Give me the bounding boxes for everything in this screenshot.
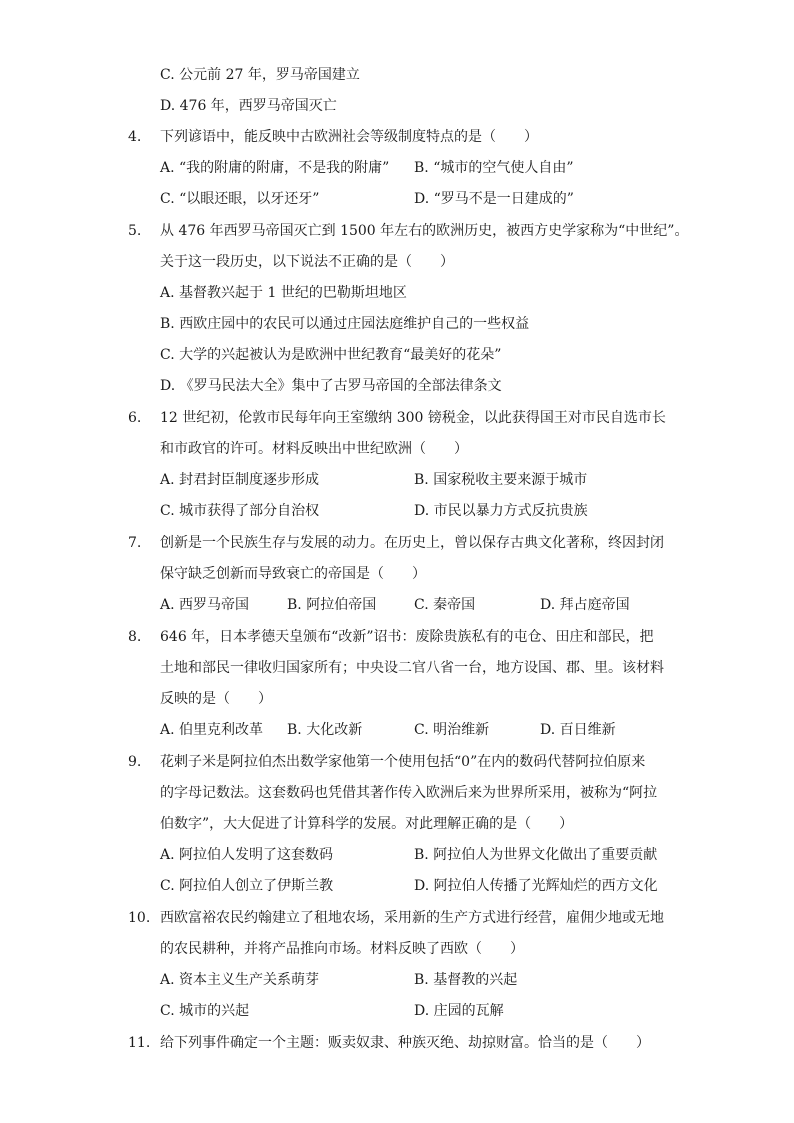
q6-number: 6.: [128, 410, 142, 426]
q5-option-a: A. 基督教兴起于 1 世纪的巴勒斯坦地区: [160, 285, 407, 301]
q10-option-a: A. 资本主义生产关系萌芽: [160, 972, 320, 988]
q5-option-d: D. 《罗马民法大全》集中了古罗马帝国的全部法律条文: [160, 378, 502, 394]
q5-stem-line1: 从 476 年西罗马帝国灭亡到 1500 年左右的欧洲历史，被西方史学家称为“中世纪”。: [160, 223, 689, 239]
q6-option-d: D. 市民以暴力方式反抗贵族: [414, 503, 588, 519]
q8-option-c: C. 明治维新: [414, 722, 490, 738]
q4-option-a: A. “我的附庸的附庸，不是我的附庸”: [160, 160, 390, 176]
q7-stem-line1: 创新是一个民族生存与发展的动力。在历史上，曾以保存古典文化著称，终因封闭: [160, 535, 664, 551]
q9-number: 9.: [128, 754, 142, 770]
q4-option-b: B. “城市的空气使人自由”: [414, 160, 574, 176]
q10-option-d: D. 庄园的瓦解: [414, 1003, 504, 1019]
q3-option-c: C. 公元前 27 年，罗马帝国建立: [160, 67, 360, 83]
q5-option-c: C. 大学的兴起被认为是欧洲中世纪教育“最美好的花朵”: [160, 347, 502, 363]
q4-stem: 下列谚语中，能反映中古欧洲社会等级制度特点的是（ ）: [160, 129, 538, 145]
q9-option-b: B. 阿拉伯人为世界文化做出了重要贡献: [414, 847, 658, 863]
q3-option-d: D. 476 年，西罗马帝国灭亡: [160, 98, 337, 114]
q5-number: 5.: [128, 223, 142, 239]
q9-stem-line3: 伯数字”，大大促进了计算科学的发展。对此理解正确的是（ ）: [160, 816, 574, 832]
q7-option-a: A. 西罗马帝国: [160, 597, 250, 613]
q5-stem-line2: 关于这一段历史，以下说法不正确的是（ ）: [160, 254, 454, 270]
q7-number: 7.: [128, 535, 142, 551]
q8-option-b: B. 大化改新: [287, 722, 363, 738]
q9-option-c: C. 阿拉伯人创立了伊斯兰教: [160, 878, 334, 894]
q10-stem-line1: 西欧富裕农民约翰建立了租地农场，采用新的生产方式进行经营，雇佣少地或无地: [160, 910, 664, 926]
q11-stem: 给下列事件确定一个主题：贩卖奴隶、种族灭绝、劫掠财富。恰当的是（ ）: [160, 1035, 650, 1051]
q9-option-d: D. 阿拉伯人传播了光辉灿烂的西方文化: [414, 878, 658, 894]
q6-stem-line2: 和市政官的许可。材料反映出中世纪欧洲（ ）: [160, 441, 468, 457]
q6-option-a: A. 封君封臣制度逐步形成: [160, 472, 320, 488]
q10-option-b: B. 基督教的兴起: [414, 972, 518, 988]
q8-stem-line3: 反映的是（ ）: [160, 691, 272, 707]
q6-option-b: B. 国家税收主要来源于城市: [414, 472, 588, 488]
q7-option-c: C. 秦帝国: [414, 597, 476, 613]
q8-stem-line2: 土地和部民一律收归国家所有；中央设二官八省一台，地方设国、郡、里。该材料: [160, 660, 664, 676]
q10-stem-line2: 的农民耕种，并将产品推向市场。材料反映了西欧（ ）: [160, 941, 524, 957]
q8-option-d: D. 百日维新: [540, 722, 616, 738]
q10-number: 10.: [128, 910, 151, 926]
q9-option-a: A. 阿拉伯人发明了这套数码: [160, 847, 334, 863]
q11-number: 11.: [128, 1035, 151, 1051]
q9-stem-line1: 花剌子米是阿拉伯杰出数学家他第一个使用包括“0”在内的数码代替阿拉伯原来: [160, 754, 646, 770]
q9-stem-line2: 的字母记数法。这套数码也凭借其著作传入欧洲后来为世界所采用，被称为“阿拉: [160, 785, 658, 801]
q7-stem-line2: 保守缺乏创新而导致衰亡的帝国是（ ）: [160, 566, 426, 582]
q8-stem-line1: 646 年，日本孝德天皇颁布“改新”诏书：废除贵族私有的屯仓、田庄和部民，把: [160, 629, 654, 645]
q7-option-b: B. 阿拉伯帝国: [287, 597, 377, 613]
q4-number: 4.: [128, 129, 142, 145]
q6-option-c: C. 城市获得了部分自治权: [160, 503, 320, 519]
q10-option-c: C. 城市的兴起: [160, 1003, 250, 1019]
q8-number: 8.: [128, 629, 142, 645]
q6-stem-line1: 12 世纪初，伦敦市民每年向王室缴纳 300 镑税金，以此获得国王对市民自选市长: [160, 410, 666, 426]
q4-option-d: D. “罗马不是一日建成的”: [414, 191, 574, 207]
q7-option-d: D. 拜占庭帝国: [540, 597, 630, 613]
q8-option-a: A. 伯里克利改革: [160, 722, 264, 738]
q4-option-c: C. “以眼还眼，以牙还牙”: [160, 191, 320, 207]
q5-option-b: B. 西欧庄园中的农民可以通过庄园法庭维护自己的一些权益: [160, 316, 530, 332]
